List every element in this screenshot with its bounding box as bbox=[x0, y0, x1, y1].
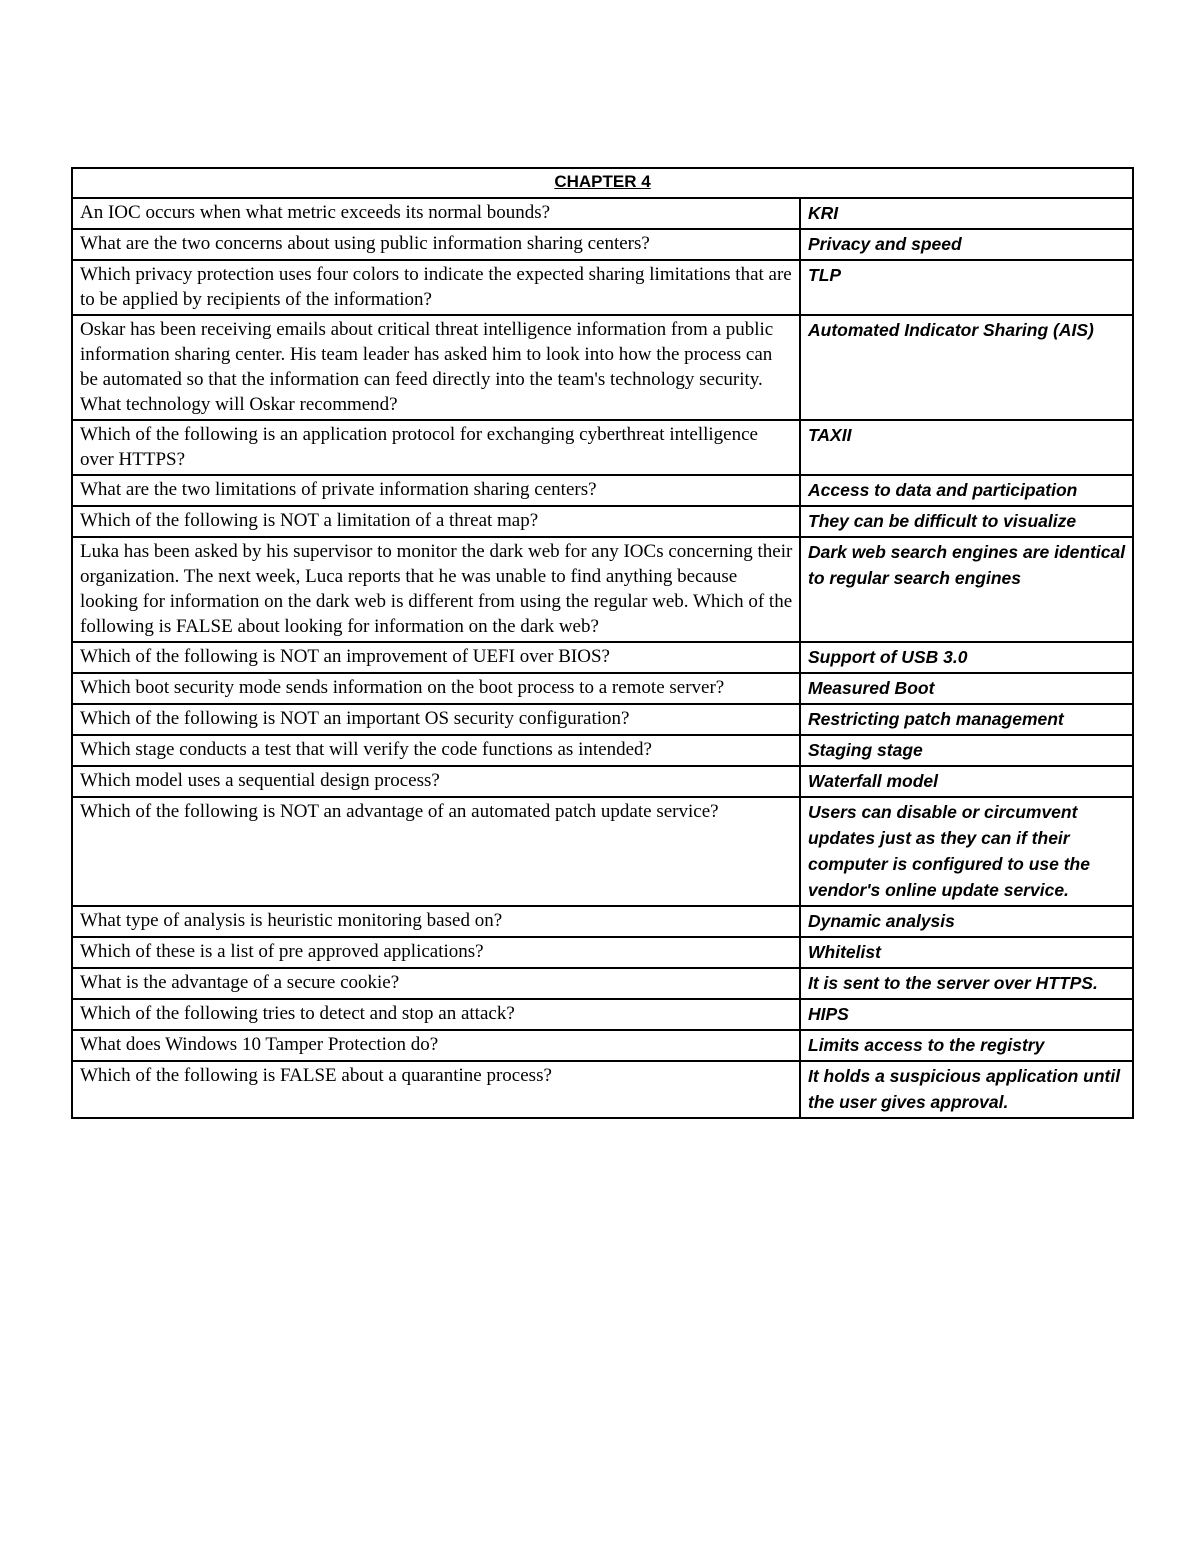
table-row bbox=[72, 937, 1133, 968]
answer-cell: TLP bbox=[800, 260, 1133, 315]
question-cell: What type of analysis is heuristic monitoring based on? bbox=[72, 906, 800, 937]
answer-cell: Dark web search engines are identical to regular search engines bbox=[800, 537, 1133, 642]
answer-cell: Restricting patch management bbox=[800, 704, 1133, 735]
qa-table bbox=[71, 167, 1134, 1119]
answer-cell: HIPS bbox=[800, 999, 1133, 1030]
question-cell: Which of the following tries to detect and stop an attack? bbox=[72, 999, 800, 1030]
answer-cell: Measured Boot bbox=[800, 673, 1133, 704]
question-cell: Which privacy protection uses four colors to indicate the expected sharing limitations that are to be applied by recipients of the information? bbox=[72, 260, 800, 315]
question-cell: Which of the following is NOT an advantage of an automated patch update service? bbox=[72, 797, 800, 906]
answer-cell: KRI bbox=[800, 198, 1133, 229]
table-row bbox=[72, 735, 1133, 766]
table-row bbox=[72, 999, 1133, 1030]
answer-cell: Automated Indicator Sharing (AIS) bbox=[800, 315, 1133, 420]
table-row bbox=[72, 968, 1133, 999]
answer-cell: Privacy and speed bbox=[800, 229, 1133, 260]
table-row bbox=[72, 315, 1133, 420]
answer-cell: Staging stage bbox=[800, 735, 1133, 766]
question-cell: Which boot security mode sends information on the boot process to a remote server? bbox=[72, 673, 800, 704]
question-cell: Which of the following is NOT an improvement of UEFI over BIOS? bbox=[72, 642, 800, 673]
question-cell: Which stage conducts a test that will verify the code functions as intended? bbox=[72, 735, 800, 766]
question-cell: Which of the following is NOT a limitation of a threat map? bbox=[72, 506, 800, 537]
table-row bbox=[72, 906, 1133, 937]
answer-cell: Waterfall model bbox=[800, 766, 1133, 797]
table-row bbox=[72, 797, 1133, 906]
header-row bbox=[72, 168, 1133, 198]
table-row bbox=[72, 260, 1133, 315]
answer-cell: Support of USB 3.0 bbox=[800, 642, 1133, 673]
table-row bbox=[72, 475, 1133, 506]
question-cell: What are the two concerns about using public information sharing centers? bbox=[72, 229, 800, 260]
table-row bbox=[72, 229, 1133, 260]
table-row bbox=[72, 673, 1133, 704]
answer-cell: Whitelist bbox=[800, 937, 1133, 968]
answer-cell: They can be difficult to visualize bbox=[800, 506, 1133, 537]
question-cell: What is the advantage of a secure cookie? bbox=[72, 968, 800, 999]
table-row bbox=[72, 506, 1133, 537]
answer-cell: Limits access to the registry bbox=[800, 1030, 1133, 1061]
answer-cell: It holds a suspicious application until the user gives approval. bbox=[800, 1061, 1133, 1118]
table-row bbox=[72, 642, 1133, 673]
question-cell: What does Windows 10 Tamper Protection do? bbox=[72, 1030, 800, 1061]
table-row bbox=[72, 537, 1133, 642]
question-cell: Which of the following is NOT an important OS security configuration? bbox=[72, 704, 800, 735]
answer-cell: Access to data and participation bbox=[800, 475, 1133, 506]
table-row bbox=[72, 766, 1133, 797]
table-row bbox=[72, 704, 1133, 735]
question-cell: Which model uses a sequential design process? bbox=[72, 766, 800, 797]
answer-cell: Users can disable or circumvent updates just as they can if their computer is configured to use the vendor's online update service. bbox=[800, 797, 1133, 906]
table-row bbox=[72, 1061, 1133, 1118]
question-cell: Which of these is a list of pre approved applications? bbox=[72, 937, 800, 968]
table-row bbox=[72, 198, 1133, 229]
question-cell: What are the two limitations of private information sharing centers? bbox=[72, 475, 800, 506]
question-cell: Which of the following is an application protocol for exchanging cyberthreat intelligence over HTTPS? bbox=[72, 420, 800, 475]
question-cell: An IOC occurs when what metric exceeds its normal bounds? bbox=[72, 198, 800, 229]
table-row bbox=[72, 420, 1133, 475]
question-cell: Which of the following is FALSE about a quarantine process? bbox=[72, 1061, 800, 1118]
answer-cell: It is sent to the server over HTTPS. bbox=[800, 968, 1133, 999]
answer-cell: Dynamic analysis bbox=[800, 906, 1133, 937]
question-cell: Luka has been asked by his supervisor to monitor the dark web for any IOCs concerning their organization. The next week, Luca reports that he was unable to find anything because looking for information on the dark web is different from using the regular web. Which of the following is FALSE about looking for information on the dark web? bbox=[72, 537, 800, 642]
answer-cell: TAXII bbox=[800, 420, 1133, 475]
chapter-title: CHAPTER 4 bbox=[72, 168, 1133, 198]
question-cell: Oskar has been receiving emails about critical threat intelligence information from a public information sharing center. His team leader has asked him to look into how the process can be automated so that the information can feed directly into the team's technology security. What technology will Oskar recommend? bbox=[72, 315, 800, 420]
table-row bbox=[72, 1030, 1133, 1061]
